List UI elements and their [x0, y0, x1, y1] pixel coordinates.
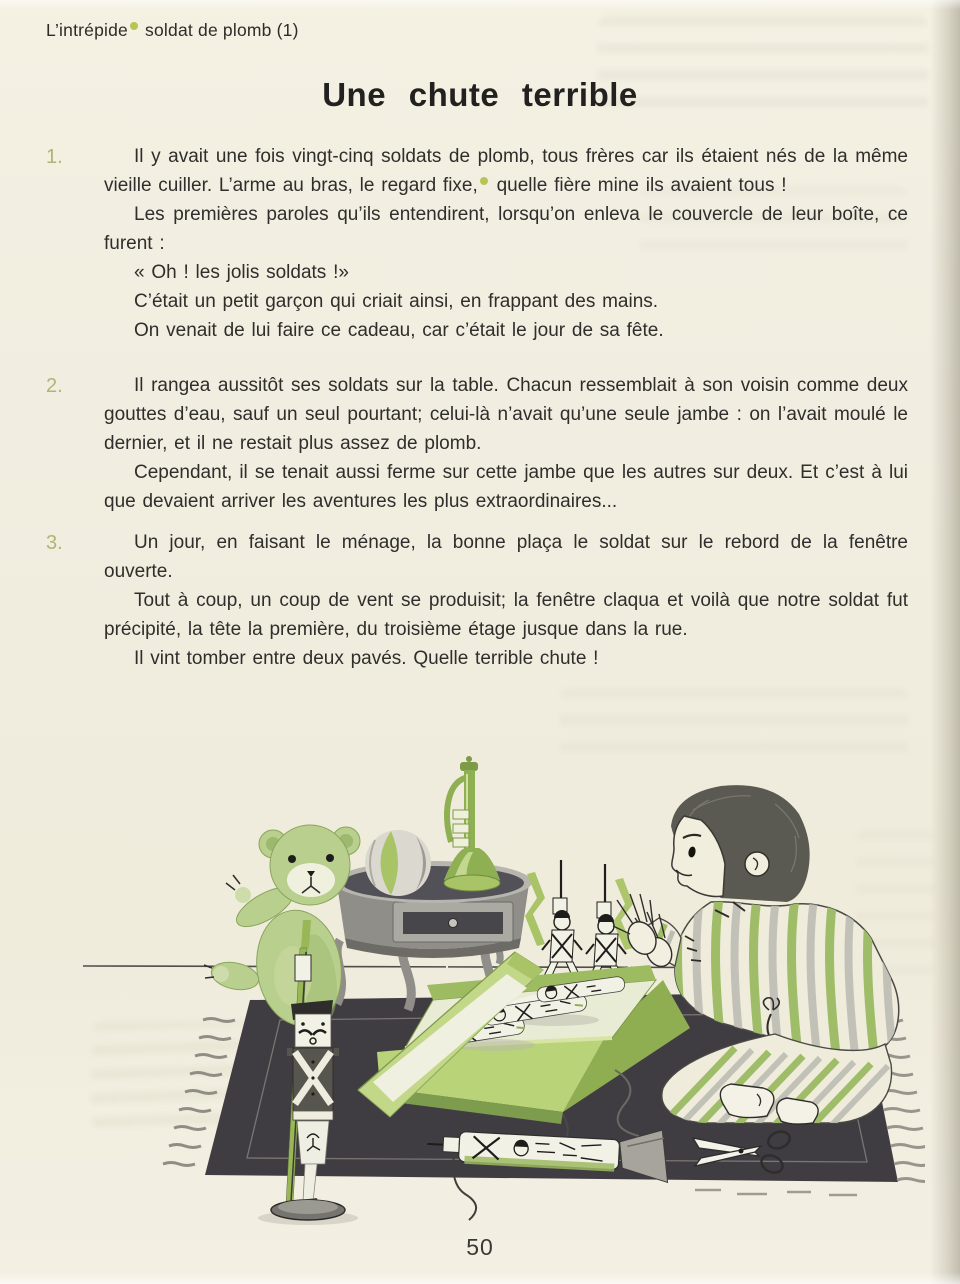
paragraph: Il vint tomber entre deux pavés. Quelle terrible chute !	[134, 648, 599, 669]
ball	[365, 830, 431, 896]
section-1	[46, 142, 908, 345]
running-head-text: L’intrépide	[46, 20, 128, 40]
paragraph: Un jour, en faisant le ménage, la bonne plaça le soldat sur le rebord de la fenêtre ouverte.	[104, 532, 908, 582]
running-head	[46, 20, 299, 41]
bleedthrough-text	[560, 688, 908, 762]
paragraph: Il rangea aussitôt ses soldats sur la table. Chacun ressemblait à son voisin comme deux gouttes d’eau, sauf un seul pourtant; celui-là n’avait qu’une seule jambe : on l’avait moulé le dernier, et il ne restait plus assez de plomb.	[104, 375, 908, 454]
vocab-dot-icon	[480, 177, 488, 185]
paragraph: On venait de lui faire ce cadeau, car c’était le jour de sa fête.	[134, 320, 664, 341]
section-number: 3.	[46, 532, 63, 554]
paragraph: « Oh ! les jolis soldats !»	[134, 262, 349, 283]
page-edge-shadow	[930, 0, 960, 1284]
standing-box-soldiers	[525, 860, 633, 984]
section-3	[46, 528, 908, 673]
paragraph: Cependant, il se tenait aussi ferme sur cette jambe que les autres sur deux. Et c’est à lui que devaient arriver les aventures les plus extraordinaires...	[104, 462, 908, 512]
page-title: Une chute terrible	[322, 76, 638, 113]
page-number: 50	[466, 1234, 494, 1260]
section-number: 1.	[46, 146, 63, 168]
trumpet	[444, 756, 500, 891]
paragraph: Tout à coup, un coup de vent se produisit; la fenêtre claqua et voilà que notre soldat fut précipité, la tête la première, du troisième étage jusque dans la rue.	[104, 590, 908, 640]
paragraph: C’était un petit garçon qui criait ainsi, en frappant des mains.	[134, 291, 659, 312]
page-edge-highlight	[0, 1272, 960, 1284]
story-text	[46, 142, 908, 673]
page-edge-highlight	[0, 0, 960, 10]
section-number: 2.	[46, 375, 63, 397]
paragraph: Les premières paroles qu’ils entendirent, lorsqu’on enleva le couvercle de leur boîte, ce furent :	[104, 204, 908, 254]
paragraph: Il y avait une fois vingt-cinq soldats de plomb, tous frères car ils étaient nés de la même vieille cuiller. L’arme au bras, le regard fixe, quelle fière mine ils avaient tous !	[104, 146, 908, 196]
teddy-bear	[204, 825, 360, 1031]
story-illustration	[75, 752, 925, 1230]
running-head-text: soldat de plomb (1)	[139, 20, 299, 40]
vocab-dot-icon	[130, 22, 138, 30]
section-2	[46, 371, 908, 516]
